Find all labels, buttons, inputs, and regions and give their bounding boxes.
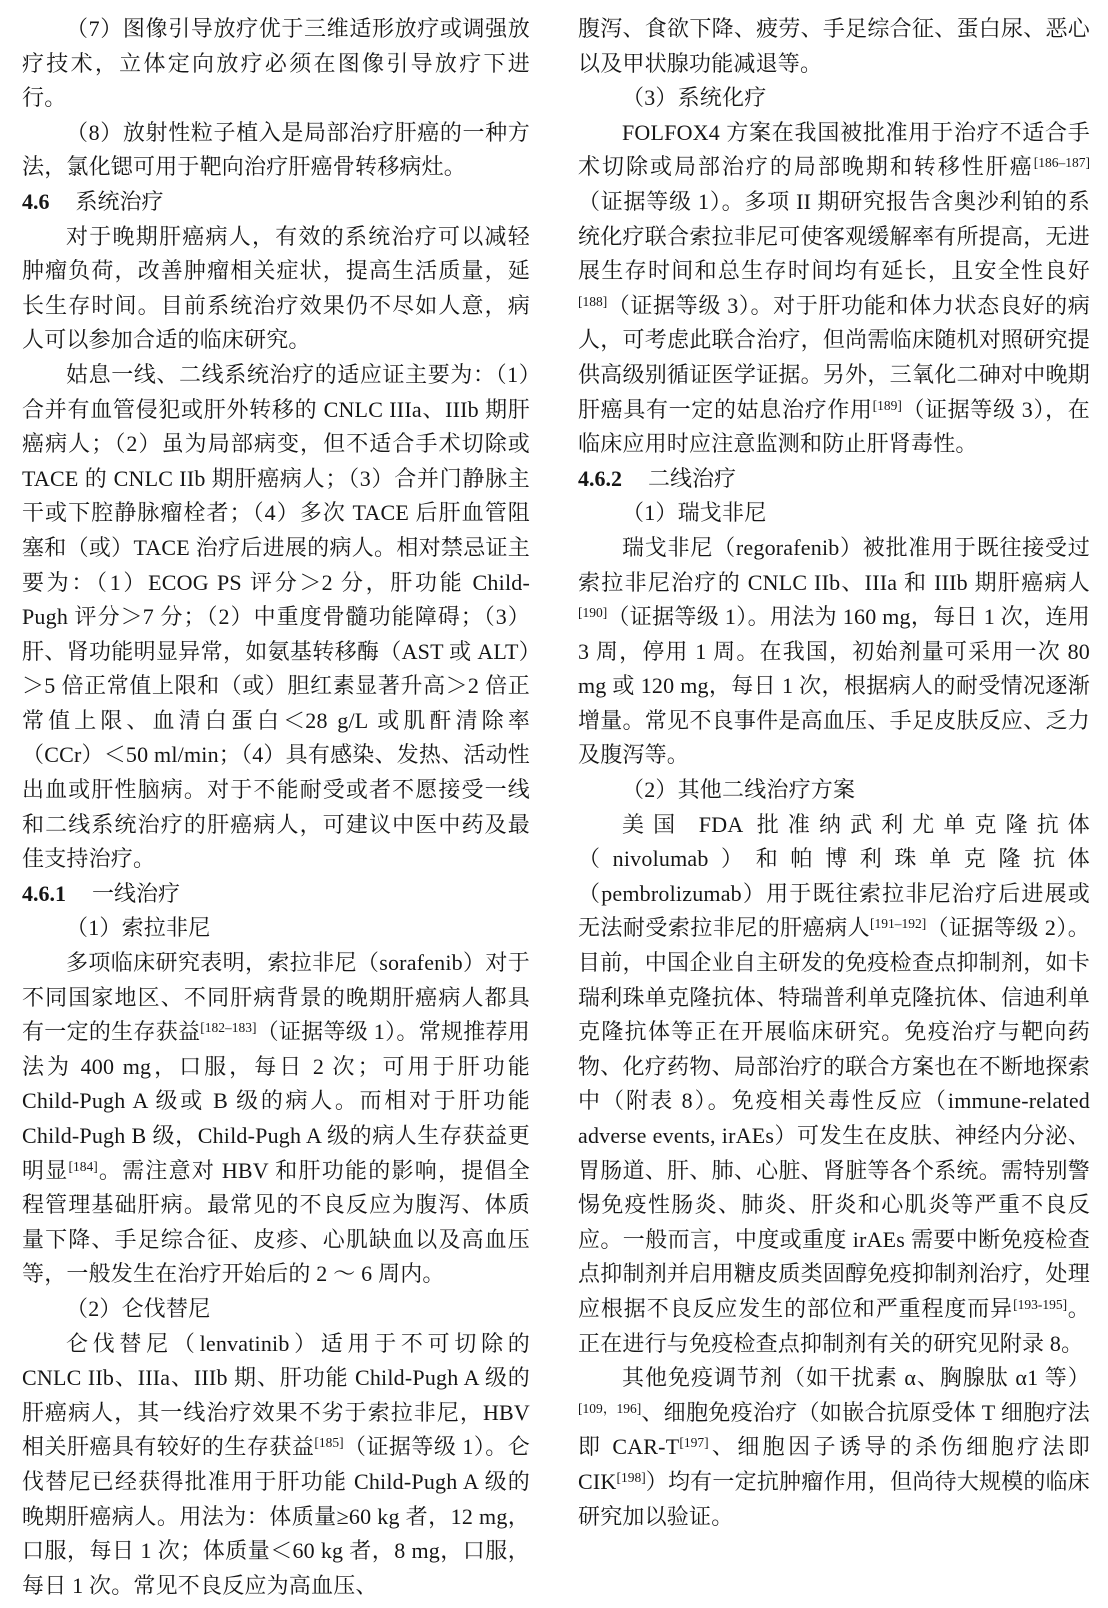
paragraph xyxy=(578,81,1090,116)
text-run: （证据等级 1）。多项 II 期研究报告含奥沙利铂的系统化疗联合索拉非尼可使客观缓解率有所提高，无进展生存时间和总生存时间均有延长，且安全性良好 xyxy=(578,188,1090,284)
citation-reference: [193-195] xyxy=(1013,1296,1068,1312)
text-run: （8）放射性粒子植入是局部治疗肝癌的一种方法，氯化锶可用于靶向治疗肝癌骨转移病灶。 xyxy=(22,119,530,180)
section-heading xyxy=(578,462,1090,497)
text-run: （2）仑伐替尼 xyxy=(66,1295,211,1321)
section-number: 4.6.2 xyxy=(578,465,622,491)
text-run: （证据等级 3）。对于肝功能和体力状态良好的病人，可考虑此联合治疗，但尚需临床随机对照研究提供高级别循证医学证据。另外，三氧化二砷对中晚期肝癌具有一定的姑息治疗作用 xyxy=(578,292,1090,422)
paragraph xyxy=(578,496,1090,531)
paragraph xyxy=(578,773,1090,808)
text-run: 姑息一线、二线系统治疗的适应证主要为：（1）合并有血管侵犯或肝外转移的 CNLC IIIa、IIIb 期肝癌病人；（2）虽为局部病变，但不适合手术切除或 TACE 的 CNLC IIb 期肝癌病人；（3）合并门静脉主干或下腔静脉瘤栓者；（4）多次 TACE 后肝血管阻塞和（或）TACE 治疗后进展的病人。相对禁忌证主要为：（1）ECOG PS 评分＞2 分，肝功能 Child-Pugh 评分＞7 分；（2）中重度骨髓功能障碍；（3）肝、肾功能明显异常，如氨基转移酶（AST 或 ALT）＞5 倍正常值上限和（或）胆红素显著升高＞2 倍正常值上限、血清白蛋白＜28 g/L 或肌酐清除率（CCr）＜50 ml/min；（4）具有感染、发热、活动性出血或肝性脑病。对于不能耐受或者不愿接受一线和二线系统治疗的肝癌病人，可建议中医中药及最佳支持治疗。 xyxy=(22,361,530,872)
text-run: 美国 FDA 批准纳武利尤单克隆抗体（nivolumab）和帕博利珠单克隆抗体（pembrolizumab）用于既往索拉非尼治疗后进展或无法耐受索拉非尼的肝癌病人 xyxy=(578,811,1090,941)
text-run: （证据等级 1）。用法为 160 mg，每日 1 次，连用 3 周，停用 1 周。在我国，初始剂量可采用一次 80 mg 或 120 mg，每日 1 次，根据病人的耐受情况逐渐增量。常见不良事件是高血压、手足皮肤反应、乏力及腹泻等。 xyxy=(578,604,1090,768)
citation-reference: [190] xyxy=(578,605,608,621)
text-run: 对于晚期肝癌病人，有效的系统治疗可以减轻肿瘤负荷，改善肿瘤相关症状，提高生活质量，延长生存时间。目前系统治疗效果仍不尽如人意，病人可以参加合适的临床研究。 xyxy=(22,223,530,353)
paragraph xyxy=(578,1361,1090,1534)
citation-reference: [186–187] xyxy=(1033,155,1090,171)
paragraph xyxy=(22,220,530,358)
column-left xyxy=(22,12,530,1608)
text-run: 、细胞因子诱导的杀伤细胞疗法即 CIK xyxy=(578,1434,1090,1494)
paragraph xyxy=(22,358,530,877)
citation-reference: [189] xyxy=(872,397,902,413)
text-run: （3）系统化疗 xyxy=(622,85,767,111)
paragraph xyxy=(578,531,1090,773)
text-run: 。正在进行与免疫检查点抑制剂有关的研究见附录 8。 xyxy=(578,1295,1090,1356)
text-run: （证据等级 1）。常规推荐用法为 400 mg，口服，每日 2 次；可用于肝功能 Child-Pugh A 级或 B 级的病人。而相对于肝功能 Child-Pugh B 级，Child-Pugh A 级的病人生存获益更明显 xyxy=(22,1019,530,1183)
text-run: 多项临床研究表明，索拉非尼（sorafenib）对于不同国家地区、不同肝病背景的晚期肝癌病人都具有一定的生存获益 xyxy=(22,950,530,1045)
paragraph xyxy=(578,808,1090,1362)
citation-reference: [191–192] xyxy=(870,916,927,932)
section-heading xyxy=(22,185,530,220)
citation-reference: [184] xyxy=(68,1158,98,1174)
text-run: 、细胞免疫治疗（如嵌合抗原受体 T 细胞疗法即 CAR-T xyxy=(578,1399,1090,1460)
text-run: （证据等级 3），在临床应用时应注意监测和防止肝肾毒性。 xyxy=(578,396,1090,457)
citation-reference: [188] xyxy=(578,293,608,309)
section-title: 二线治疗 xyxy=(648,465,737,491)
paragraph xyxy=(22,911,530,946)
section-number: 4.6 xyxy=(22,188,50,214)
text-run: ）均有一定抗肿瘤作用，但尚待大规模的临床研究加以验证。 xyxy=(578,1468,1090,1529)
paragraph xyxy=(578,12,1090,81)
paragraph xyxy=(22,116,530,185)
text-run: （1）索拉非尼 xyxy=(66,915,211,941)
text-run: 腹泻、食欲下降、疲劳、手足综合征、蛋白尿、恶心以及甲状腺功能减退等。 xyxy=(578,16,1090,76)
text-run: （7）图像引导放疗优于三维适形放疗或调强放疗技术，立体定向放疗必须在图像引导放疗下进行。 xyxy=(22,16,530,111)
citation-reference: [185] xyxy=(314,1435,344,1451)
citation-reference: [109，196] xyxy=(578,1400,642,1416)
text-run: 仑伐替尼（lenvatinib）适用于不可切除的 CNLC IIb、IIIa、IIIb 期、肝功能 Child-Pugh A 级的肝癌病人，其一线治疗效果不劣于索拉非尼，HBV 相关肝癌具有较好的生存获益 xyxy=(22,1330,530,1460)
section-title: 一线治疗 xyxy=(92,880,181,906)
paragraph xyxy=(22,1327,530,1604)
paragraph xyxy=(22,12,530,116)
text-run: 瑞戈非尼（regorafenib）被批准用于既往接受过索拉非尼治疗的 CNLC IIb、IIIa 和 IIIb 期肝癌病人 xyxy=(578,534,1090,595)
section-number: 4.6.1 xyxy=(22,880,66,906)
text-run: （2）其他二线治疗方案 xyxy=(622,777,856,803)
citation-reference: [182–183] xyxy=(200,1020,257,1036)
text-run: FOLFOX4 方案在我国被批准用于治疗不适合手术切除或局部治疗的局部晚期和转移性肝癌 xyxy=(578,119,1090,180)
text-run: （1）瑞戈非尼 xyxy=(622,500,767,526)
paragraph xyxy=(578,116,1090,462)
text-run: 其他免疫调节剂（如干扰素 α、胸腺肽 α1 等） xyxy=(622,1365,1090,1391)
column-right xyxy=(578,12,1090,1608)
citation-reference: [197] xyxy=(679,1435,709,1451)
paragraph xyxy=(22,1292,530,1327)
citation-reference: [198] xyxy=(616,1469,646,1485)
paragraph xyxy=(22,946,530,1292)
text-run: （证据等级 1）。仑伐替尼已经获得批准用于肝功能 Child-Pugh A 级的晚期肝癌病人。用法为：体质量≥60 kg 者，12 mg，口服，每日 1 次；体质量＜60 kg 者，8 mg，口服，每日 1 次。常见不良反应为高血压、 xyxy=(22,1434,530,1598)
text-run: （证据等级 2）。目前，中国企业自主研发的免疫检查点抑制剂，如卡瑞利珠单克隆抗体、特瑞普利单克隆抗体、信迪利单克隆抗体等正在开展临床研究。免疫治疗与靶向药物、化疗药物、局部治疗的联合方案也在不断地探索中（附表 8）。免疫相关毒性反应（immune-related adverse events, irAEs）可发生在皮肤、神经内分泌、胃肠道、肝、肺、心脏、肾脏等各个系统。需特别警惕免疫性肠炎、肺炎、肝炎和心肌炎等严重不良反应。一般而言，中度或重度 irAEs 需要中断免疫检查点抑制剂并启用糖皮质类固醇免疫抑制剂治疗，处理应根据不良反应发生的部位和严重程度而异 xyxy=(578,915,1090,1321)
section-title: 系统治疗 xyxy=(75,188,164,214)
text-run: 。需注意对 HBV 和肝功能的影响，提倡全程管理基础肝病。最常见的不良反应为腹泻、体质量下降、手足综合征、皮疹、心肌缺血以及高血压等，一般发生在治疗开始后的 2 ～ 6 周内。 xyxy=(22,1157,530,1287)
section-heading xyxy=(22,877,530,912)
